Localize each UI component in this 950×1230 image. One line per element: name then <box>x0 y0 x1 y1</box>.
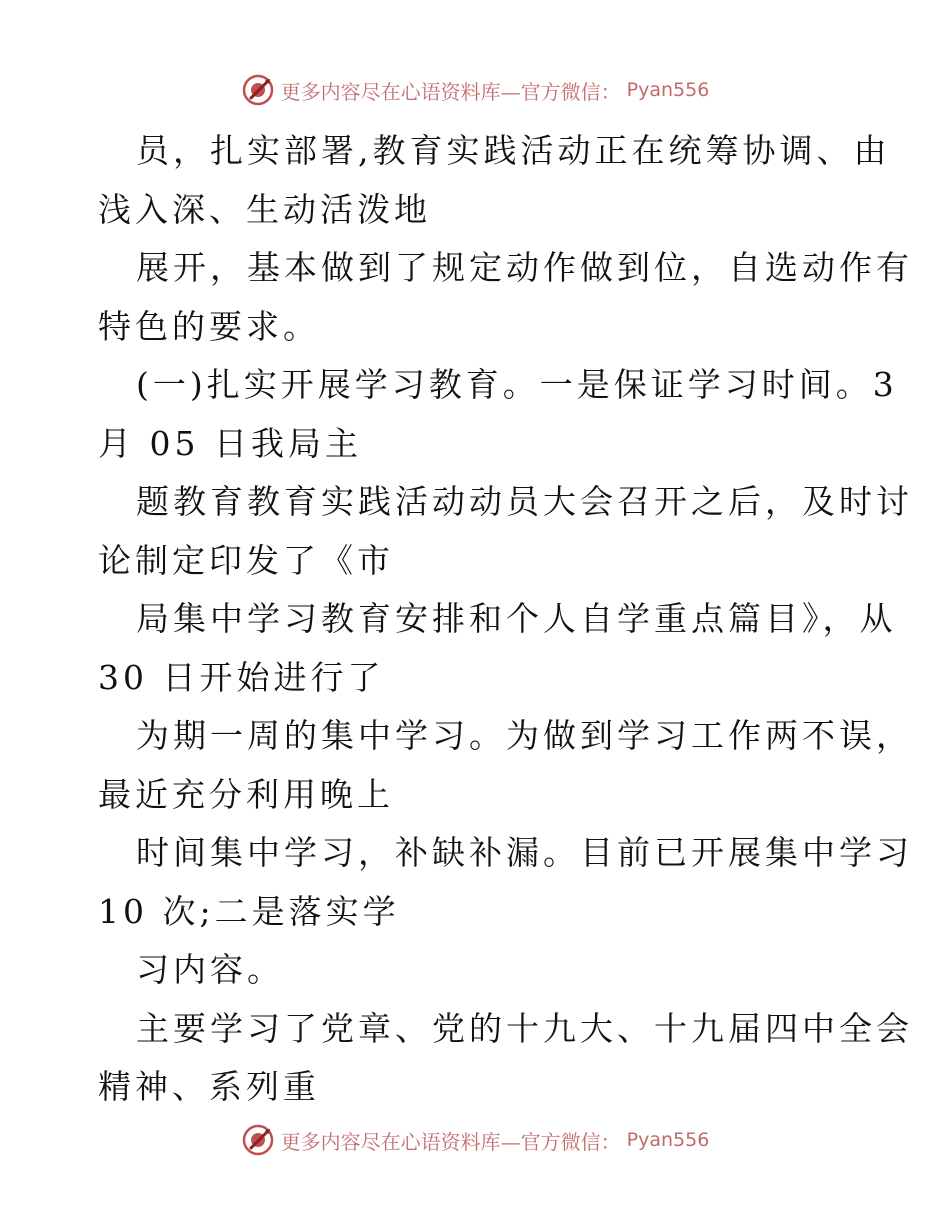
body-text-line: 30 日开始进行了 <box>98 657 385 697</box>
body-text-line: 10 次;二是落实学 <box>98 891 400 931</box>
footer-banner <box>0 1120 950 1160</box>
footer-banner-text: 更多内容尽在心语资料库—官方微信： <box>280 1129 621 1154</box>
body-text-line: 展开，基本做到了规定动作做到位，自选动作有 <box>136 248 913 287</box>
header-banner-text: 更多内容尽在心语资料库—官方微信： <box>280 79 621 104</box>
body-text-line: 最近充分利用晚上 <box>98 774 394 814</box>
body-text-line: 局集中学习教育安排和个人自学重点篇目》，从 <box>136 599 897 638</box>
body-text-line: 论制定印发了《市 <box>98 540 394 580</box>
body-text-line: 为期一周的集中学习。为做到学习工作两不误， <box>136 716 913 755</box>
body-text-line: 特色的要求。 <box>98 306 320 346</box>
body-text-line: 月 05 日我局主 <box>98 423 362 463</box>
body-text-line: 题教育教育实践活动动员大会召开之后，及时讨 <box>136 482 913 521</box>
body-text-line: 习内容。 <box>136 950 284 989</box>
footer-wechat-id: Pyan556 <box>626 1129 710 1151</box>
body-text-line: 浅入深、生动活泼地 <box>98 189 431 229</box>
header-wechat-id: Pyan556 <box>626 79 710 101</box>
document-body <box>98 122 913 1117</box>
body-text-line: 员，扎实部署,教育实践活动正在统筹协调、由 <box>136 131 891 170</box>
logo-icon <box>241 1123 275 1157</box>
body-text-line: 时间集中学习，补缺补漏。目前已开展集中学习 <box>136 833 913 872</box>
header-banner <box>0 70 950 110</box>
body-text-line: 主要学习了党章、党的十九大、十九届四中全会 <box>136 1008 913 1048</box>
body-text-line: 精神、系列重 <box>98 1067 320 1106</box>
logo-icon <box>241 73 275 107</box>
body-text-line: (一)扎实开展学习教育。一是保证学习时间。3 <box>136 365 898 404</box>
